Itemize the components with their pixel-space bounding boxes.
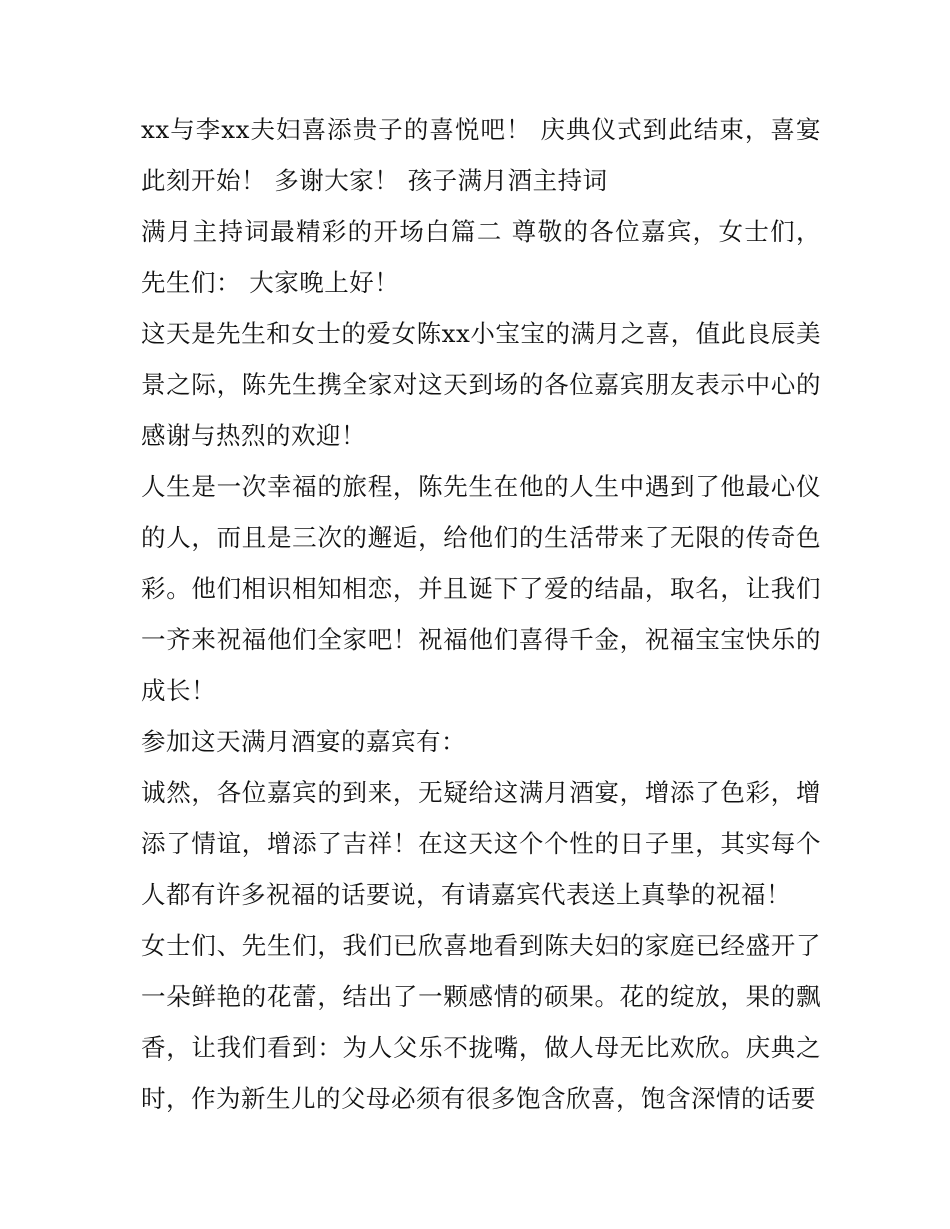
paragraph-opening-greeting: 满月主持词最精彩的开场白篇二 尊敬的各位嘉宾，女士们，先生们： 大家晚上好！ <box>141 217 821 297</box>
paragraph-guests: 参加这天满月酒宴的嘉宾有： <box>141 727 466 756</box>
paragraph-welcome: 这天是先生和女士的爱女陈xx小宝宝的满月之喜，值此良辰美景之际，陈先生携全家对这天到场的各位嘉宾朋友表示中心的感谢与热烈的欢迎！ <box>141 319 821 450</box>
paragraph-parents: 女士们、先生们，我们已欣喜地看到陈夫妇的家庭已经盛开了一朵鲜艳的花蕾，结出了一颗感情的硕果。花的绽放，果的飘香，让我们看到：为人父乐不拢嘴，做人母无比欢欣。庆典之时，作为新生儿的父母必须有很多饱含欣喜，饱含深情的话要 <box>141 931 821 1113</box>
paragraph-life-journey: 人生是一次幸福的旅程，陈先生在他的人生中遇到了他最心仪的人，而且是三次的邂逅，给他们的生活带来了无限的传奇色彩。他们相识相知相恋，并且诞下了爱的结晶，取名，让我们一齐来祝福他们全家吧！祝福他们喜得千金，祝福宝宝快乐的成长！ <box>141 472 821 705</box>
paragraph-closing: xx与李xx夫妇喜添贵子的喜悦吧！ 庆典仪式到此结束，喜宴此刻开始！ 多谢大家！ 孩子满月酒主持词 <box>141 115 821 195</box>
paragraph-guest-blessing: 诚然，各位嘉宾的到来，无疑给这满月酒宴，增添了色彩，增添了情谊，增添了吉祥！在这天这个个性的日子里，其实每个人都有许多祝福的话要说，有请嘉宾代表送上真挚的祝福！ <box>141 778 821 909</box>
document-body <box>141 104 821 1124</box>
